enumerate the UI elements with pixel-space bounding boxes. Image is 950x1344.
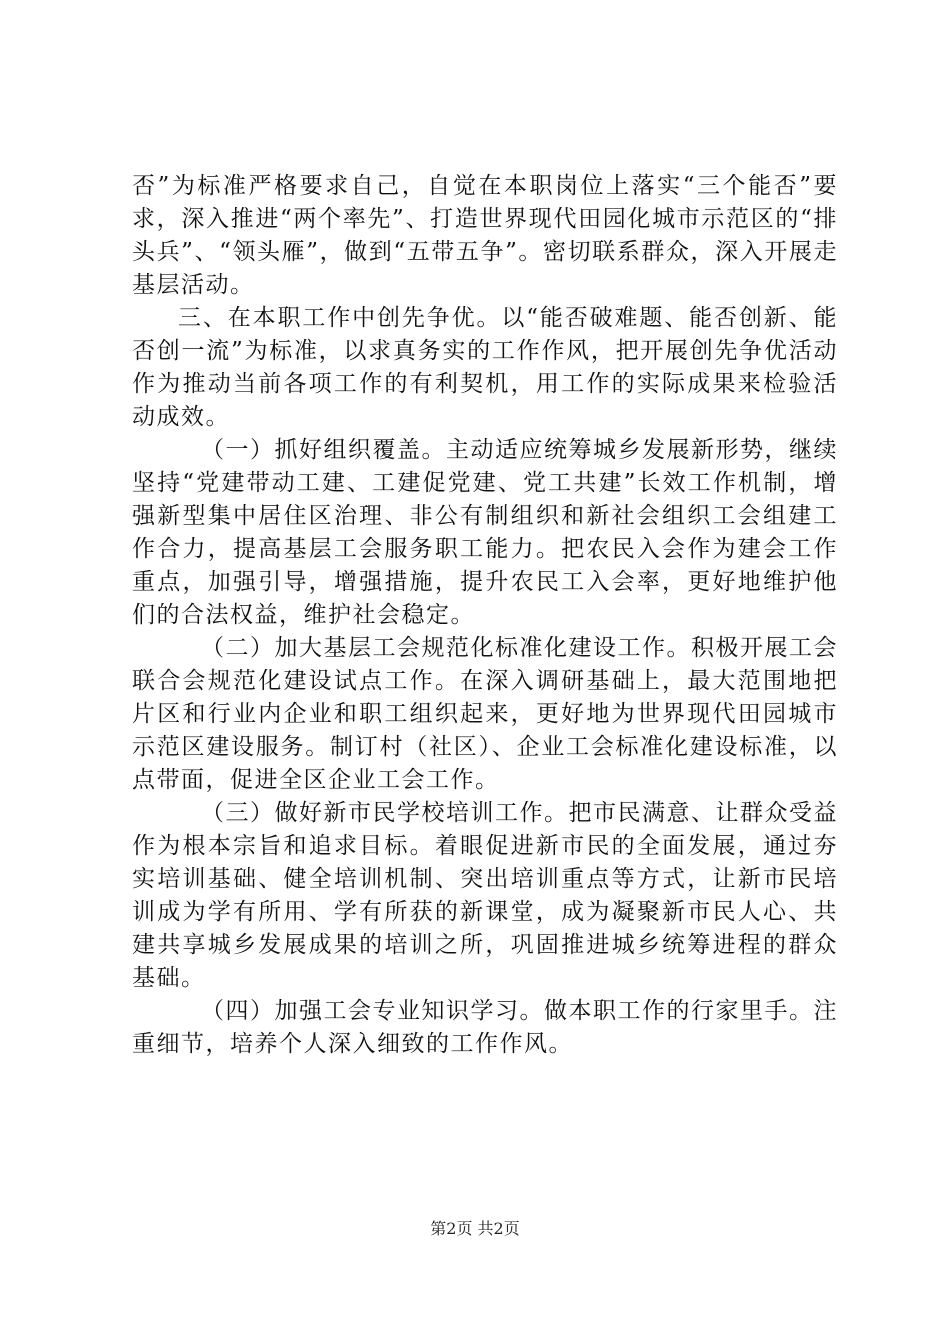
paragraph-item-two: （二）加大基层工会规范化标准化建设工作。积极开展工会联合会规范化建设试点工作。在深入调研基础上，最大范围地把片区和行业内企业和职工组织起来，更好地为世界现代田园城市示范区建设服务。制订村（社区）、企业工会标准化建设标准，以点带面，促进全区企业工会工作。 [132, 635, 838, 793]
paragraph-item-one: （一）抓好组织覆盖。主动适应统筹城乡发展新形势，继续坚持“党建带动工建、工建促党建、党工共建”长效工作机制，增强新型集中居住区治理、非公有制组织和新社会组织工会组建工作合力，提高基层工会服务职工能力。把农民入会作为建会工作重点，加强引导，增强措施，提升农民工入会率，更好地维护他们的合法权益，维护社会稳定。 [132, 437, 838, 628]
page-footer: 第2页 共2页 [430, 1219, 520, 1238]
paragraph-continuation: 否”为标准严格要求自己，自觉在本职岗位上落实“三个能否”要求，深入推进“两个率先”、打造世界现代田园化城市示范区的“排头兵”、“领头雁”，做到“五带五争”。密切联系群众，深入开展走基层活动。 [132, 173, 838, 298]
paragraph-item-four: （四）加强工会专业知识学习。做本职工作的行家里手。注重细节，培养个人深入细致的工作作风。 [132, 998, 838, 1057]
document-body [132, 170, 838, 1061]
paragraph-item-three: （三）做好新市民学校培训工作。把市民满意、让群众受益作为根本宗旨和追求目标。着眼促进新市民的全面发展，通过夯实培训基础、健全培训机制、突出培训重点等方式，让新市民培训成为学有所用、学有所获的新课堂，成为凝聚新市民人心、共建共享城乡发展成果的培训之所，巩固推进城乡统筹进程的群众基础。 [132, 800, 838, 991]
paragraph-section-three: 三、在本职工作中创先争优。以“能否破难题、能否创新、能否创一流”为标准，以求真务实的工作作风，把开展创先争优活动作为推动当前各项工作的有利契机，用工作的实际成果来检验活动成效。 [132, 305, 838, 430]
